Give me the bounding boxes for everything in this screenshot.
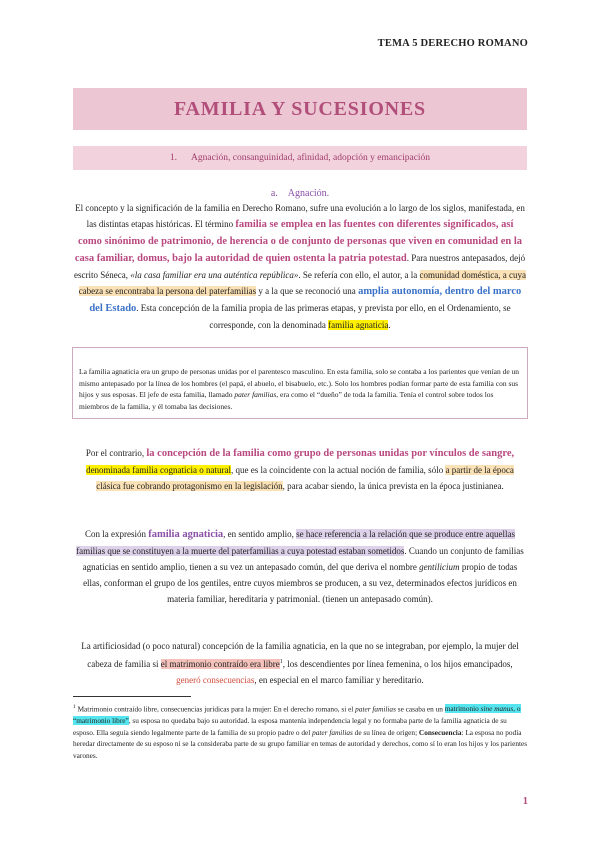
highlight-amplia-autonomia: amplia autonomía, dentro del marco del Estado: [89, 286, 522, 314]
text: , en sentido amplio,: [223, 529, 297, 539]
text: , era como el “dueño” de toda la familia. Tenía el control sobre todos los miembros de la familia, y él tomaba las decisiones.: [79, 390, 494, 411]
page-number: 1: [522, 796, 528, 807]
highlight-genero-consecuencias: generó consecuencias: [176, 675, 255, 685]
text: , en especial en el marco familiar y hereditario.: [254, 675, 424, 685]
footnote-ref[interactable]: 1: [279, 659, 283, 665]
text: , para acabar siendo, la única prevista en la época justinianea.: [282, 481, 504, 491]
seneca-quote: «la casa familiar era una auténtica república»: [130, 270, 299, 280]
text: , los descendientes por línea femenina, o los hijos emancipados,: [282, 659, 513, 669]
text: . Para nuestros antepasados, dejó escrito Séneca,: [74, 253, 526, 280]
term-sine-manus: sine manus: [480, 704, 514, 714]
text: : La esposa no podía heredar directamente de su esposo ni se la consideraba parte de su grupo familiar en temas de autoridad y derechos, como sí lo eran los hijos y los parientes varones.: [73, 727, 528, 760]
text: , su esposa no quedaba bajo su autoridad. la esposa mantenía independencia legal y no formaba parte de la familia agnaticia de su esposo. Ella seguía siendo legalmente parte de la familia de su propio padre o del: [73, 716, 507, 737]
highlight-epoca-clasica: a partir de la época clásica fue cobrando protagonismo en la legislación: [96, 465, 514, 491]
term-pater-familias: pater familias: [234, 390, 277, 399]
text: matrimonio: [444, 704, 481, 714]
footnote-divider: [73, 696, 191, 697]
text: Matrimonio contraído libre, consecuencias jurídicas para la mujer: En el derecho romano, si el: [75, 704, 356, 714]
text: propio de todas ellas, conforman el grupo de los gentiles, entre cuyos miembros se producen, a su vez, determinados efectos jurídicos en materia familiar, hereditaria y patrimonial. (tienen un antepasado común).: [83, 562, 518, 604]
paragraph-intro: [74, 200, 526, 333]
section-heading: [73, 146, 527, 170]
term-pater-familias: pater familias: [312, 727, 353, 737]
highlight-relacion-familias: se hace referencia a la relación que se produce entre aquellas familias que se constituyen a la muerte del paterfamilias a cuya potestad estaban sometidos: [76, 529, 516, 556]
term-gentilicium: gentilicium: [419, 562, 460, 572]
paragraph-agnaticia-amplio: [74, 526, 526, 607]
highlight-familia-agnaticia: familia agnaticia: [328, 320, 389, 330]
highlight-vinculos-sangre: la concepción de la familia como grupo de personas unidas por vínculos de sangre,: [146, 448, 515, 459]
subsection-letter: a.: [270, 188, 278, 199]
text: .: [388, 320, 391, 330]
text: . Esta concepción de la familia propia de las primeras etapas, y prevista por ello, en el Ordenamiento, se corresponde, con la denominada: [136, 303, 511, 330]
text: se casaba en un: [395, 704, 445, 714]
footnote: [73, 702, 528, 761]
highlight-cognaticia: denominada familia cognaticia o natural: [86, 465, 232, 475]
section-title: Agnación, consanguinidad, afinidad, adopción y emancipación: [191, 153, 431, 163]
text: . Se refería con ello, el autor, a la: [298, 270, 420, 280]
page-title: FAMILIA Y SUCESIONES: [73, 88, 527, 130]
running-header: TEMA 5 DERECHO ROMANO: [377, 38, 528, 49]
text: . Cuando un conjunto de familias agnaticias en sentido amplio, tienen a su vez un antepasado común, del que deriva el nombre: [82, 546, 524, 572]
highlight-familia-agnaticia-term: familia agnaticia: [148, 529, 224, 540]
paragraph-artificiosidad: [74, 638, 526, 688]
text: El concepto y la significación de la familia en Derecho Romano, sufre una evolución a lo largo de los siglos, manifestada, en las distintas etapas históricas. El término: [75, 203, 525, 229]
text: La artificiosidad (o poco natural) concepción de la familia agnaticia, en la que no se integraban, por ejemplo, la mujer del cabeza de familia si: [81, 641, 519, 669]
paragraph-cognaticia: [74, 445, 526, 494]
text: La familia agnaticia era un grupo de personas unidas por el parentesco masculino. En esta familia, solo se contaba a los parientes que venían de un mismo antepasado por la línea de los hombres (el papá, el abuelo, el bisabuelo, etc.). Solo los hombres podían formar parte de esta familia con sus hijos y sus esposas. El jefe de esta familia, llamado: [79, 367, 520, 399]
text: Con la expresión: [84, 529, 149, 539]
highlight-matrimonio-libre: el matrimonio contraído era libre: [160, 659, 280, 669]
text: , o “matrimonio libre”: [73, 704, 521, 726]
highlight-comunidad-domestica: comunidad doméstica, a cuya cabeza se encontraba la persona del paterfamilias: [78, 270, 526, 296]
footnote-number: 1: [73, 704, 76, 710]
text: Por el contrario,: [85, 448, 147, 458]
text: y a la que se reconoció una: [256, 286, 359, 296]
definition-box: [72, 347, 528, 419]
text: , que es la coincidente con la actual noción de familia, sólo: [231, 465, 446, 475]
text: de su línea de origen;: [352, 727, 419, 737]
term-consecuencia: Consecuencia: [418, 727, 462, 737]
highlight-familia-meanings: familia se emplea en las fuentes con diferentes significados, así como sinónimo de patrimonio, de herencia o de conjunto de personas que viven en comunidad en la casa familiar, domus, bajo la autoridad de quien ostenta la patria potestad: [74, 219, 523, 264]
term-pater-familias: pater familias: [355, 704, 396, 714]
section-number: 1.: [169, 153, 178, 163]
subsection-title: Agnación.: [287, 188, 330, 199]
